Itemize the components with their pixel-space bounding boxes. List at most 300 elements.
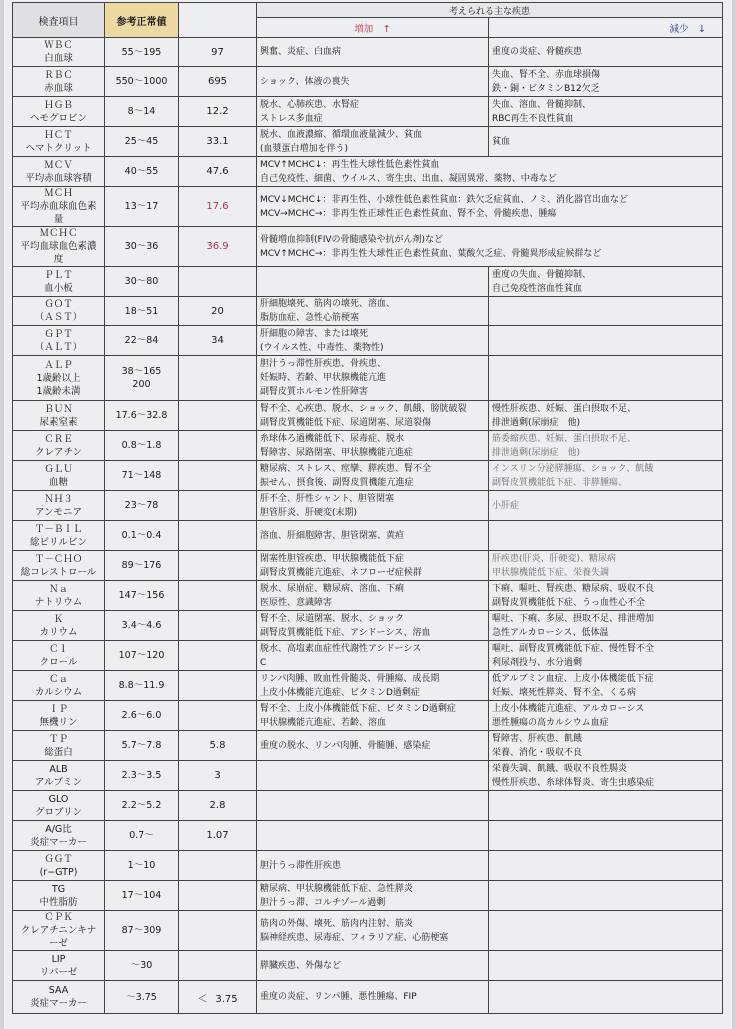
disease-combined-line: MCV→MCHC→：非再生性正球性正色素性貧血、腎不全、骨髄疾患、腫瘍 [260, 208, 557, 219]
reference-value: 17～104 [121, 890, 162, 901]
reference-value: 30～36 [124, 241, 159, 252]
disease-decrease-line: 上皮小体機能亢進症、アルカローシス [492, 703, 645, 714]
test-subname-2: 1歳齢未満 [36, 385, 81, 397]
disease-decrease [489, 731, 723, 761]
test-item [13, 731, 105, 761]
disease-increase [257, 551, 489, 581]
disease-decrease [489, 401, 723, 431]
reference-value: 107～120 [118, 650, 165, 661]
result-value [179, 326, 257, 356]
disease-decrease [489, 981, 723, 1014]
test-subname: リパーゼ [39, 966, 78, 978]
disease-increase-line: 糖尿病、ストレス、痙攣、膵疾患、腎不全 [260, 463, 432, 474]
result-number: 3 [214, 770, 221, 781]
disease-increase-line: 脂肪血症、急性心筋梗塞 [260, 313, 360, 323]
test-subname: グロブリン [34, 806, 83, 818]
reference-value: 5.7～7.8 [121, 740, 162, 751]
disease-increase-line: 腎不全、尿道閉塞、脱水、ショック [260, 613, 404, 624]
table-row [13, 267, 723, 297]
test-subname: ナトリウム [34, 596, 83, 608]
reference-range [105, 821, 179, 851]
test-item [13, 461, 105, 491]
disease-increase-line: 腎障害、尿路閉塞、甲状腺機能亢進症 [260, 447, 414, 458]
result-value [179, 701, 257, 731]
disease-decrease [489, 881, 723, 911]
test-name: ＧＰＴ [44, 328, 73, 340]
test-name: ＣＲＥ [44, 433, 73, 445]
reference-value: 2.3～3.5 [121, 770, 162, 781]
test-name: TG [51, 883, 66, 895]
table-row [13, 326, 723, 356]
test-item [13, 791, 105, 821]
reference-range [105, 851, 179, 881]
test-subname: 総蛋白 [44, 746, 73, 758]
reference-value: 8.8～11.9 [118, 680, 165, 691]
disease-increase-line: 妊娠時、若齢、甲状腺機能亢進 [260, 373, 387, 383]
disease-decrease [489, 491, 723, 521]
disease-increase-line: C [260, 657, 267, 668]
result-value [179, 461, 257, 491]
reference-value: 2.6～6.0 [121, 710, 162, 721]
table-row [13, 157, 723, 187]
test-item [13, 227, 105, 267]
disease-decrease [489, 791, 723, 821]
test-item [13, 821, 105, 851]
test-name: ＰＬＴ [44, 269, 73, 281]
test-name: LIP [51, 953, 66, 965]
disease-decrease-line: 嘔吐、下痢、多尿、摂取不足、排泄増加 [492, 613, 655, 624]
disease-decrease-line: 低アルブミン血症、上皮小体機能低下症 [492, 673, 654, 684]
disease-increase-line: 医原性、意識障害 [260, 597, 333, 608]
reference-range [105, 127, 179, 157]
disease-increase [257, 671, 489, 701]
disease-increase-line: 糸球体ろ過機能低下、尿毒症、脱水 [260, 433, 405, 444]
disease-decrease-line: 慢性肝疾患、妊娠、蛋白摂取不足、 [492, 403, 637, 414]
test-item [13, 38, 105, 67]
reference-range [105, 227, 179, 267]
result-number: 20 [211, 305, 224, 317]
result-value [179, 356, 257, 401]
test-name: ＨＧＢ [44, 99, 73, 111]
table-row [13, 97, 723, 127]
table-row [13, 67, 723, 97]
reference-range [105, 671, 179, 701]
disease-increase [257, 521, 489, 551]
disease-decrease [489, 521, 723, 551]
lab-reference-sheet [4, 0, 732, 1029]
reference-range [105, 761, 179, 791]
disease-decrease-line: 貧血 [492, 136, 511, 147]
reference-value: 8～14 [127, 106, 156, 117]
test-name: Ｔ－ＢＩＬ [34, 523, 83, 535]
disease-decrease-line: 小肝症 [492, 500, 520, 511]
table-row [13, 951, 723, 981]
table-row [13, 671, 723, 701]
disease-increase [257, 791, 489, 821]
reference-range [105, 356, 179, 401]
disease-increase [257, 981, 489, 1014]
test-subname: ヘモグロビン [29, 112, 87, 124]
test-name: ＭＣＶ [44, 159, 73, 171]
disease-increase-line: 脱水、心肺疾患、水腎症 [260, 99, 360, 110]
disease-increase-line: 肝細胞の障害、または壊死 [260, 328, 369, 339]
reference-value: 25～45 [124, 136, 159, 147]
disease-decrease [489, 701, 723, 731]
table-row [13, 881, 723, 911]
reference-value: 1～10 [127, 860, 156, 871]
disease-increase [257, 641, 489, 671]
disease-decrease [489, 297, 723, 326]
table-row [13, 791, 723, 821]
table-row [13, 356, 723, 401]
header-diseases: 考えられる主な疾患 [257, 3, 723, 18]
disease-decrease-line: 嘔吐、副腎皮質機能低下症、慢性腎不全 [492, 643, 655, 654]
reference-range [105, 581, 179, 611]
result-value [179, 297, 257, 326]
disease-increase-line: 副腎皮質機能低下症、尿道閉塞、尿道裂傷 [260, 417, 432, 428]
reference-range [105, 431, 179, 461]
reference-value: 30～80 [124, 276, 159, 287]
disease-increase-line: 胆汁うっ滞性肝疾患、骨疾患、 [260, 359, 387, 369]
test-item [13, 401, 105, 431]
test-item [13, 581, 105, 611]
disease-increase [257, 326, 489, 356]
reference-value: 13～17 [124, 201, 159, 212]
reference-range [105, 157, 179, 187]
test-name: ＭＣＨ [44, 188, 73, 199]
test-subname: 無機リン [39, 716, 78, 728]
reference-range [105, 297, 179, 326]
table-row [13, 187, 723, 227]
disease-decrease-line: 悪性腫瘍の高カルシウム血症 [492, 717, 609, 728]
test-subname: 平均赤血球血色素量 [20, 201, 97, 225]
header-result [179, 3, 257, 38]
test-name: ＭＣＨＣ [39, 228, 78, 239]
reference-range [105, 641, 179, 671]
disease-decrease [489, 581, 723, 611]
test-item [13, 981, 105, 1014]
test-item [13, 881, 105, 911]
reference-range [105, 97, 179, 127]
test-item [13, 97, 105, 127]
test-subname: （ＡＬＴ） [34, 341, 83, 353]
reference-value: 40～55 [124, 166, 159, 177]
disease-increase [257, 461, 489, 491]
test-subname: 平均赤血球容積 [25, 172, 92, 184]
disease-decrease [489, 911, 723, 951]
disease-combined-line: MCV↑MCHC↓：再生性大球性低色素性貧血 [260, 159, 440, 170]
table-row [13, 297, 723, 326]
disease-combined [257, 157, 723, 187]
result-value [179, 38, 257, 67]
disease-increase-line: 脱水、血液濃縮、循環血液量減少、貧血 [260, 129, 423, 140]
test-subname: ヘマトクリット [25, 142, 92, 154]
test-item [13, 671, 105, 701]
disease-decrease-line: 筋委縮疾患、妊娠、蛋白摂取不足、 [492, 433, 637, 444]
test-subname: 中性脂肪 [39, 896, 78, 908]
disease-decrease-line: 腎障害、肝疾患、飢餓 [492, 733, 583, 744]
disease-decrease [489, 67, 723, 97]
test-subname: 平均血球血色素濃度 [20, 241, 97, 265]
test-name: Ｃｌ [48, 643, 68, 655]
table-row [13, 851, 723, 881]
disease-increase [257, 356, 489, 401]
disease-decrease [489, 761, 723, 791]
reference-range [105, 38, 179, 67]
table-row [13, 227, 723, 267]
test-name: Ｃａ [48, 673, 68, 685]
disease-decrease [489, 851, 723, 881]
disease-increase-line: 肝細胞壊死、筋肉の壊死、溶血、 [260, 299, 396, 309]
disease-increase-line: 筋肉の外傷、壊死、筋肉内注射、筋炎 [260, 918, 414, 929]
disease-increase [257, 267, 489, 297]
disease-increase-line: 肝不全、肝性シャント、胆管閉塞 [260, 493, 395, 504]
disease-increase-line: 甲状腺機能亢進症、若齢、溶血 [260, 717, 387, 728]
table-row [13, 761, 723, 791]
test-subname: アンモニア [34, 506, 83, 518]
test-name: ＢＵＮ [44, 403, 73, 415]
result-value [179, 521, 257, 551]
result-number: 34 [211, 335, 224, 346]
disease-decrease [489, 431, 723, 461]
test-item [13, 611, 105, 641]
disease-increase-line: 副腎皮質ホルモン性肝障害 [260, 387, 369, 397]
disease-decrease [489, 641, 723, 671]
disease-decrease-line: 排泄過剰(尿崩症 他) [492, 447, 581, 458]
disease-decrease-line: 鉄・銅・ビタミンB12欠乏 [492, 83, 600, 94]
disease-increase-line: 胆汁うっ滞性肝疾患 [260, 860, 342, 871]
reference-range [105, 491, 179, 521]
disease-decrease [489, 821, 723, 851]
table-row [13, 551, 723, 581]
result-number: 97 [211, 46, 224, 58]
disease-increase [257, 851, 489, 881]
reference-range [105, 401, 179, 431]
result-value [179, 981, 257, 1014]
table-row [13, 581, 723, 611]
result-value [179, 851, 257, 881]
test-subname: 1歳齢以上 [36, 372, 81, 384]
test-item [13, 297, 105, 326]
lab-table [12, 2, 723, 1014]
test-name: Ｎａ [48, 583, 68, 595]
disease-increase-line: ショック、体液の喪失 [260, 76, 350, 87]
disease-increase [257, 127, 489, 157]
disease-decrease-line: 利尿剤投与、水分過剰 [492, 657, 583, 668]
reference-range [105, 611, 179, 641]
test-subname: クレアチニンキナーゼ [20, 925, 97, 949]
table-row [13, 521, 723, 551]
disease-increase-line: 重度の炎症、リンパ腫、悪性腫瘍、FIP [260, 992, 417, 1002]
disease-increase-line: (ウイルス性、中毒性、薬物性) [260, 342, 384, 353]
disease-increase-line: 重度の脱水、リンパ肉腫、骨髄腫、感染症 [260, 740, 431, 751]
reference-range [105, 551, 179, 581]
reference-value: 550～1000 [115, 76, 168, 87]
disease-increase-line: リンパ肉腫、敗血性骨髄炎、骨腫瘍、成長期 [260, 673, 440, 684]
test-name: ALB [49, 763, 68, 775]
disease-increase-line: 脳神経疾患、尿毒症、フィラリア症、心筋梗塞 [260, 932, 449, 943]
result-value [179, 97, 257, 127]
reference-value: 38～165 [121, 366, 162, 377]
test-subname: 白血球 [44, 53, 73, 64]
test-name: ＧＯＴ [44, 299, 73, 310]
reference-range [105, 461, 179, 491]
disease-decrease-line: 排泄過剰(尿崩症 他) [492, 417, 581, 428]
test-name: ＴＰ [48, 733, 68, 745]
disease-decrease-line: 重度の炎症、骨髄疾患 [492, 47, 583, 57]
disease-decrease-line: 重度の失血、骨髄抑制、 [492, 269, 592, 280]
disease-decrease [489, 127, 723, 157]
test-name: Ｔ－ＣＨＯ [34, 553, 83, 565]
test-subname: カルシウム [34, 686, 83, 698]
disease-decrease-line: 下痢、嘔吐、腎疾患、糖尿病、吸収不良 [492, 583, 655, 594]
reference-range [105, 187, 179, 227]
test-subname: (r−GTP) [39, 866, 78, 878]
disease-increase [257, 401, 489, 431]
reference-value: 23～78 [124, 500, 159, 511]
disease-increase-line: ストレス多血症 [260, 113, 323, 124]
reference-range [105, 731, 179, 761]
table-row [13, 981, 723, 1014]
table-row [13, 821, 723, 851]
result-value [179, 401, 257, 431]
disease-increase-line: 糖尿病、甲状腺機能低下症、急性膵炎 [260, 883, 414, 894]
result-value [179, 551, 257, 581]
test-item [13, 551, 105, 581]
result-number: 5.8 [209, 740, 226, 751]
disease-increase-line: 脱水、尿崩症、糖尿病、溶血、下痢 [260, 583, 405, 594]
disease-increase [257, 951, 489, 981]
test-name: GLO [48, 793, 69, 805]
table-row [13, 431, 723, 461]
disease-decrease-line: インスリン分泌膵腫瘍、ショック、飢餓 [492, 463, 654, 474]
result-number: 47.6 [206, 166, 229, 177]
test-name: ＡＬＰ [44, 359, 73, 371]
disease-decrease-line: 急性アルカローシス、低体温 [492, 627, 609, 638]
result-number: 3.75 [215, 993, 238, 1005]
reference-range [105, 267, 179, 297]
result-value [179, 671, 257, 701]
disease-decrease-line: 甲状腺機能低下症、栄養失調 [492, 567, 610, 578]
test-subname: 血小板 [44, 282, 73, 294]
test-item [13, 701, 105, 731]
test-subname: 血糖 [48, 476, 68, 488]
disease-combined-line: 骨髄増血抑制(FIVの骨髄感染や抗がん剤)など [260, 234, 444, 245]
test-subname: アルブミン [34, 776, 83, 788]
result-value [179, 491, 257, 521]
test-name: ＮＨ３ [44, 493, 73, 505]
result-value [179, 187, 257, 227]
disease-decrease-line: 副腎皮質機能低下症、非膵腫瘍、 [492, 477, 628, 488]
disease-increase [257, 297, 489, 326]
test-item [13, 911, 105, 951]
reference-value: ～3.75 [126, 991, 157, 1003]
reference-value-2: 200 [132, 379, 151, 390]
reference-value: ～30 [130, 960, 153, 971]
test-name: ＣＰＫ [44, 912, 73, 923]
result-value [179, 581, 257, 611]
reference-value: 22～84 [124, 335, 159, 346]
disease-increase-line: 腎不全、上皮小体機能低下症、ビタミンD過剰症 [260, 703, 456, 714]
test-name: ＧＬＵ [44, 463, 73, 475]
result-value [179, 157, 257, 187]
disease-increase [257, 38, 489, 67]
test-name: Ｋ [53, 613, 64, 625]
test-item [13, 851, 105, 881]
test-subname: クロール [39, 656, 78, 668]
result-number: 2.8 [209, 800, 226, 811]
reference-value: 2.2～5.2 [121, 800, 162, 811]
table-row [13, 491, 723, 521]
test-name: ＩＰ [48, 703, 68, 715]
test-subname: （ＡＳＴ） [34, 312, 83, 323]
disease-decrease [489, 951, 723, 981]
disease-increase-line: 腎不全、心疾患、脱水、ショック、飢餓、膀胱破裂 [260, 403, 467, 414]
reference-range [105, 911, 179, 951]
disease-increase-line: 膵臓疾患、外傷など [260, 960, 342, 971]
disease-decrease [489, 356, 723, 401]
reference-range [105, 791, 179, 821]
result-number: 12.2 [206, 106, 229, 117]
disease-increase [257, 821, 489, 851]
reference-value: 87～309 [121, 925, 162, 936]
disease-decrease [489, 38, 723, 67]
reference-value: 147～156 [118, 590, 165, 601]
result-value [179, 267, 257, 297]
header-decrease: 減少 ↓ [489, 18, 723, 38]
result-number: 33.1 [206, 136, 229, 147]
test-subname: 総コレストロール [20, 566, 97, 578]
disease-combined [257, 227, 723, 267]
result-value [179, 911, 257, 951]
reference-range [105, 521, 179, 551]
test-item [13, 951, 105, 981]
table-row [13, 731, 723, 761]
disease-decrease-line: 慢性肝疾患、糸球体腎炎、寄生虫感染症 [492, 777, 655, 788]
disease-decrease [489, 267, 723, 297]
result-value [179, 761, 257, 791]
result-value [179, 431, 257, 461]
disease-decrease [489, 461, 723, 491]
reference-range [105, 981, 179, 1014]
reference-range [105, 881, 179, 911]
table-row [13, 701, 723, 731]
header-reference: 参考正常値 [105, 3, 179, 38]
test-item [13, 521, 105, 551]
disease-increase [257, 611, 489, 641]
test-item [13, 326, 105, 356]
test-name: ＷＢＣ [44, 40, 73, 51]
table-row [13, 911, 723, 951]
test-item [13, 431, 105, 461]
result-number: 17.6 [206, 201, 229, 212]
disease-increase-line: 脱水、高塩素血症性代謝性アシドーシス [260, 643, 422, 654]
disease-increase [257, 761, 489, 791]
reference-value: 17.6～32.8 [115, 410, 168, 421]
disease-decrease-line: 自己免疫性溶血性貧血 [492, 283, 583, 294]
disease-combined [257, 187, 723, 227]
test-name: ＧＧＴ [44, 853, 73, 865]
result-value [179, 821, 257, 851]
disease-decrease [489, 326, 723, 356]
test-item [13, 67, 105, 97]
test-name: ＲＢＣ [44, 69, 73, 81]
result-value [179, 951, 257, 981]
test-subname: 炎症マーカー [30, 836, 87, 848]
disease-decrease-line: RBC再生不良性貧血 [492, 113, 574, 124]
result-value [179, 227, 257, 267]
result-value [179, 791, 257, 821]
